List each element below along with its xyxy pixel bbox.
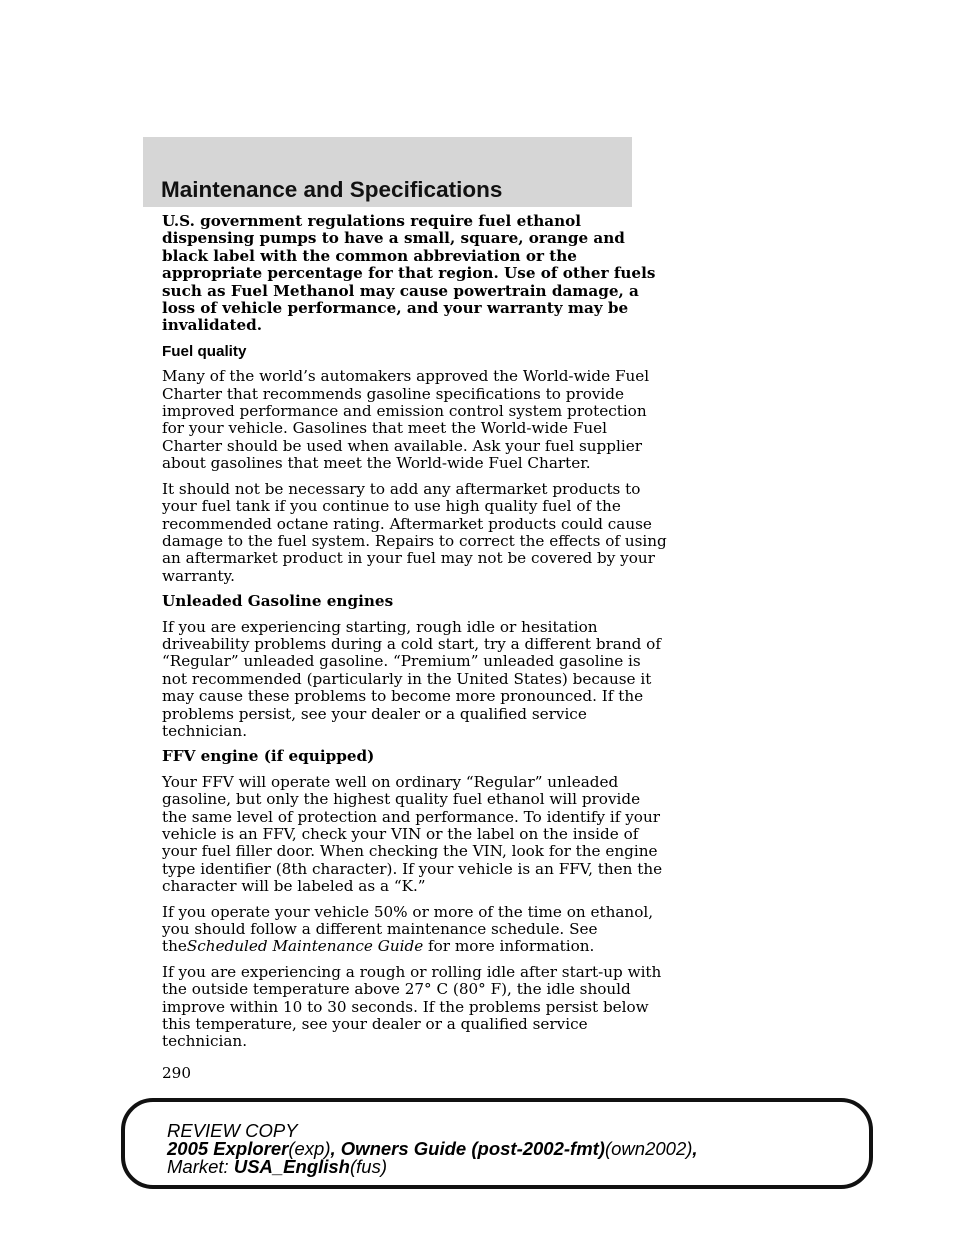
- page-content: [162, 213, 667, 1082]
- model-name: 2005 Explorer: [167, 1138, 289, 1159]
- model-code: (exp): [288, 1138, 331, 1159]
- ffv-heading: FFV engine (if equipped): [162, 747, 375, 766]
- ffv-paragraph-1: Your FFV will operate well on ordinary “Regular” unleaded gasoline, but only the highest quality fuel ethanol will provide the same level of protection and performance. To identify if your vehicle is an FFV, check your VIN or the label on the inside of your fuel filler door. When checking the VIN, look for the engine type identifier (8th character). If your vehicle is an FFV, then the character will be labeled as a “K.”: [162, 772, 663, 896]
- ffv-paragraph-3: If you are experiencing a rough or rolling idle after start-up with the outside temperature above 27° C (80° F), the idle should improve within 10 to 30 seconds. If the problems persist below this temperature, see your dealer or a qualified service technician.: [162, 962, 662, 1051]
- ffv-paragraph-2-text: If you operate your vehicle 50% or more of the time on ethanol, you should follow a different maintenance schedule. See the: [162, 902, 654, 956]
- market-label: Market:: [167, 1156, 229, 1177]
- unleaded-heading: Unleaded Gasoline engines: [162, 592, 394, 611]
- review-copy-box: [121, 1098, 873, 1189]
- page-number: 290: [162, 1063, 191, 1082]
- fuel-quality-heading: Fuel quality: [162, 342, 247, 360]
- market-code: (fus): [350, 1156, 387, 1177]
- fuel-quality-paragraph-1: Many of the world’s automakers approved the World-wide Fuel Charter that recommends gasoline specifications to provide improved performance and emission control system protection for your vehicle. Gasolines that meet the World-wide Fuel Charter should be used when available. Ask your fuel supplier about gasolines that meet the World-wide Fuel Charter.: [162, 367, 650, 473]
- scheduled-maintenance-guide-ref: Scheduled Maintenance Guide: [186, 937, 424, 956]
- review-market-line: [167, 1158, 698, 1176]
- market-name: USA_English: [233, 1156, 350, 1177]
- separator: ,: [330, 1138, 336, 1159]
- ffv-paragraph-2: [162, 904, 667, 956]
- separator: ,: [692, 1138, 698, 1159]
- guide-name: Owners Guide (post-2002-fmt): [340, 1138, 605, 1159]
- review-copy-text: [167, 1122, 698, 1176]
- guide-code: (own2002): [604, 1138, 693, 1159]
- fuel-quality-paragraph-2: It should not be necessary to add any aftermarket products to your fuel tank if you continue to use high quality fuel of the recommended octane rating. Aftermarket products could cause damage to the fuel system. Repairs to correct the effects of using an aftermarket product in your fuel may not be covered by your warranty.: [162, 479, 667, 585]
- ethanol-warning: U.S. government regulations require fuel ethanol dispensing pumps to have a small, square, orange and black label with the common abbreviation or the appropriate percentage for that region. Use of other fuels such as Fuel Methanol may cause powertrain damage, a loss of vehicle performance, and your warranty may be invalidated.: [162, 212, 656, 335]
- review-copy-label: REVIEW COPY: [167, 1120, 298, 1141]
- ffv-paragraph-2-tail: for more information.: [428, 937, 595, 956]
- section-header-bar: [143, 137, 632, 207]
- unleaded-paragraph: If you are experiencing starting, rough idle or hesitation driveability problems during a cold start, try a different brand of “Regular” unleaded gasoline. “Premium” unleaded gasoline is not recommended (particularly in the United States) because it may cause these problems to become more pronounced. If the problems persist, see your dealer or a qualified service technician.: [162, 617, 661, 740]
- section-title: Maintenance and Specifications: [161, 177, 503, 202]
